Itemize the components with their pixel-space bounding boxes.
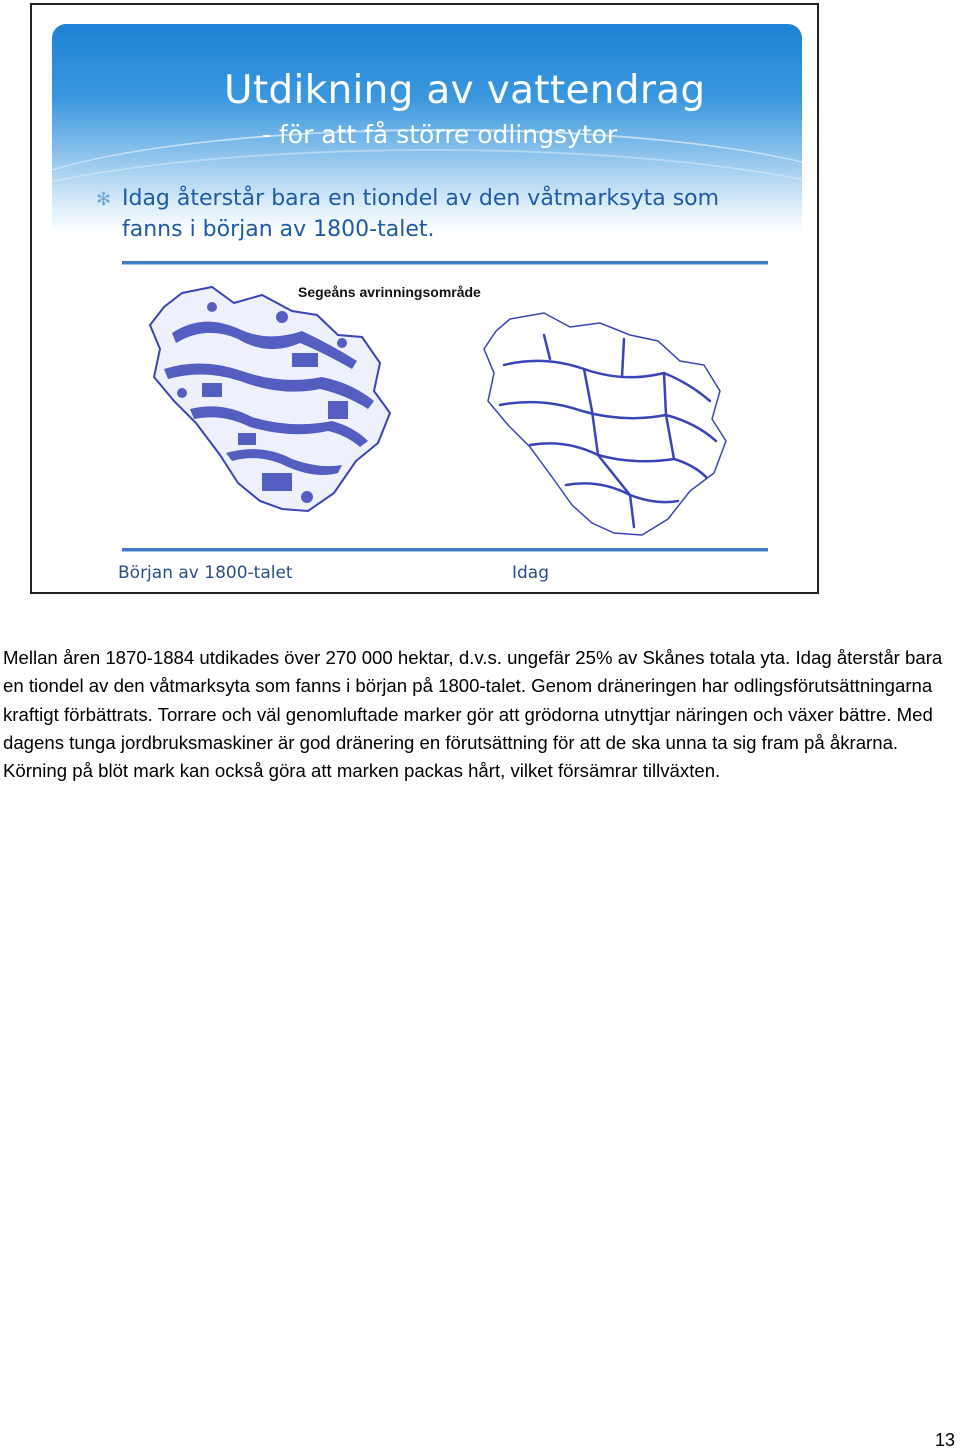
caption-1800s: Början av 1800-talet [118,563,293,583]
top-divider [122,261,768,265]
wetland-map-1800s [142,273,412,528]
presentation-slide [30,3,819,594]
page-number: 13 [934,1430,955,1450]
wetland-map-today [474,305,744,540]
bottom-divider [122,548,768,552]
map-title: Segeåns avrinningsområde [298,284,481,300]
slide-title: Utdikning av vattendrag [224,68,706,113]
body-paragraph: Mellan åren 1870-1884 utdikades över 270 000 hektar, d.v.s. ungefär 25% av Skånes totala yta. Idag återstår bara en tiondel av den våtmarksyta som fanns i början på 1800-talet. Genom dräneringen har odlingsförutsättningarna kraftigt förbättrats. Torrare och väl genomluftade marker gör att grödorna utnyttjar näringen och växer bättre. Med dagens tunga jordbruksmaskiner är god dränering en förutsättning för att de ska unna ta sig fram på åkrarna. Körning på blöt mark kan också göra att marken packas hårt, vilket försämrar tillväxten. [3,647,943,782]
slide-subtitle: - för att få större odlingsytor [262,120,618,149]
slide-bullet-text: Idag återstår bara en tiondel av den våtmarksyta som fanns i början av 1800-talet. [122,186,720,242]
caption-today: Idag [512,563,550,583]
bullet-star-icon: ✻ [96,189,112,209]
